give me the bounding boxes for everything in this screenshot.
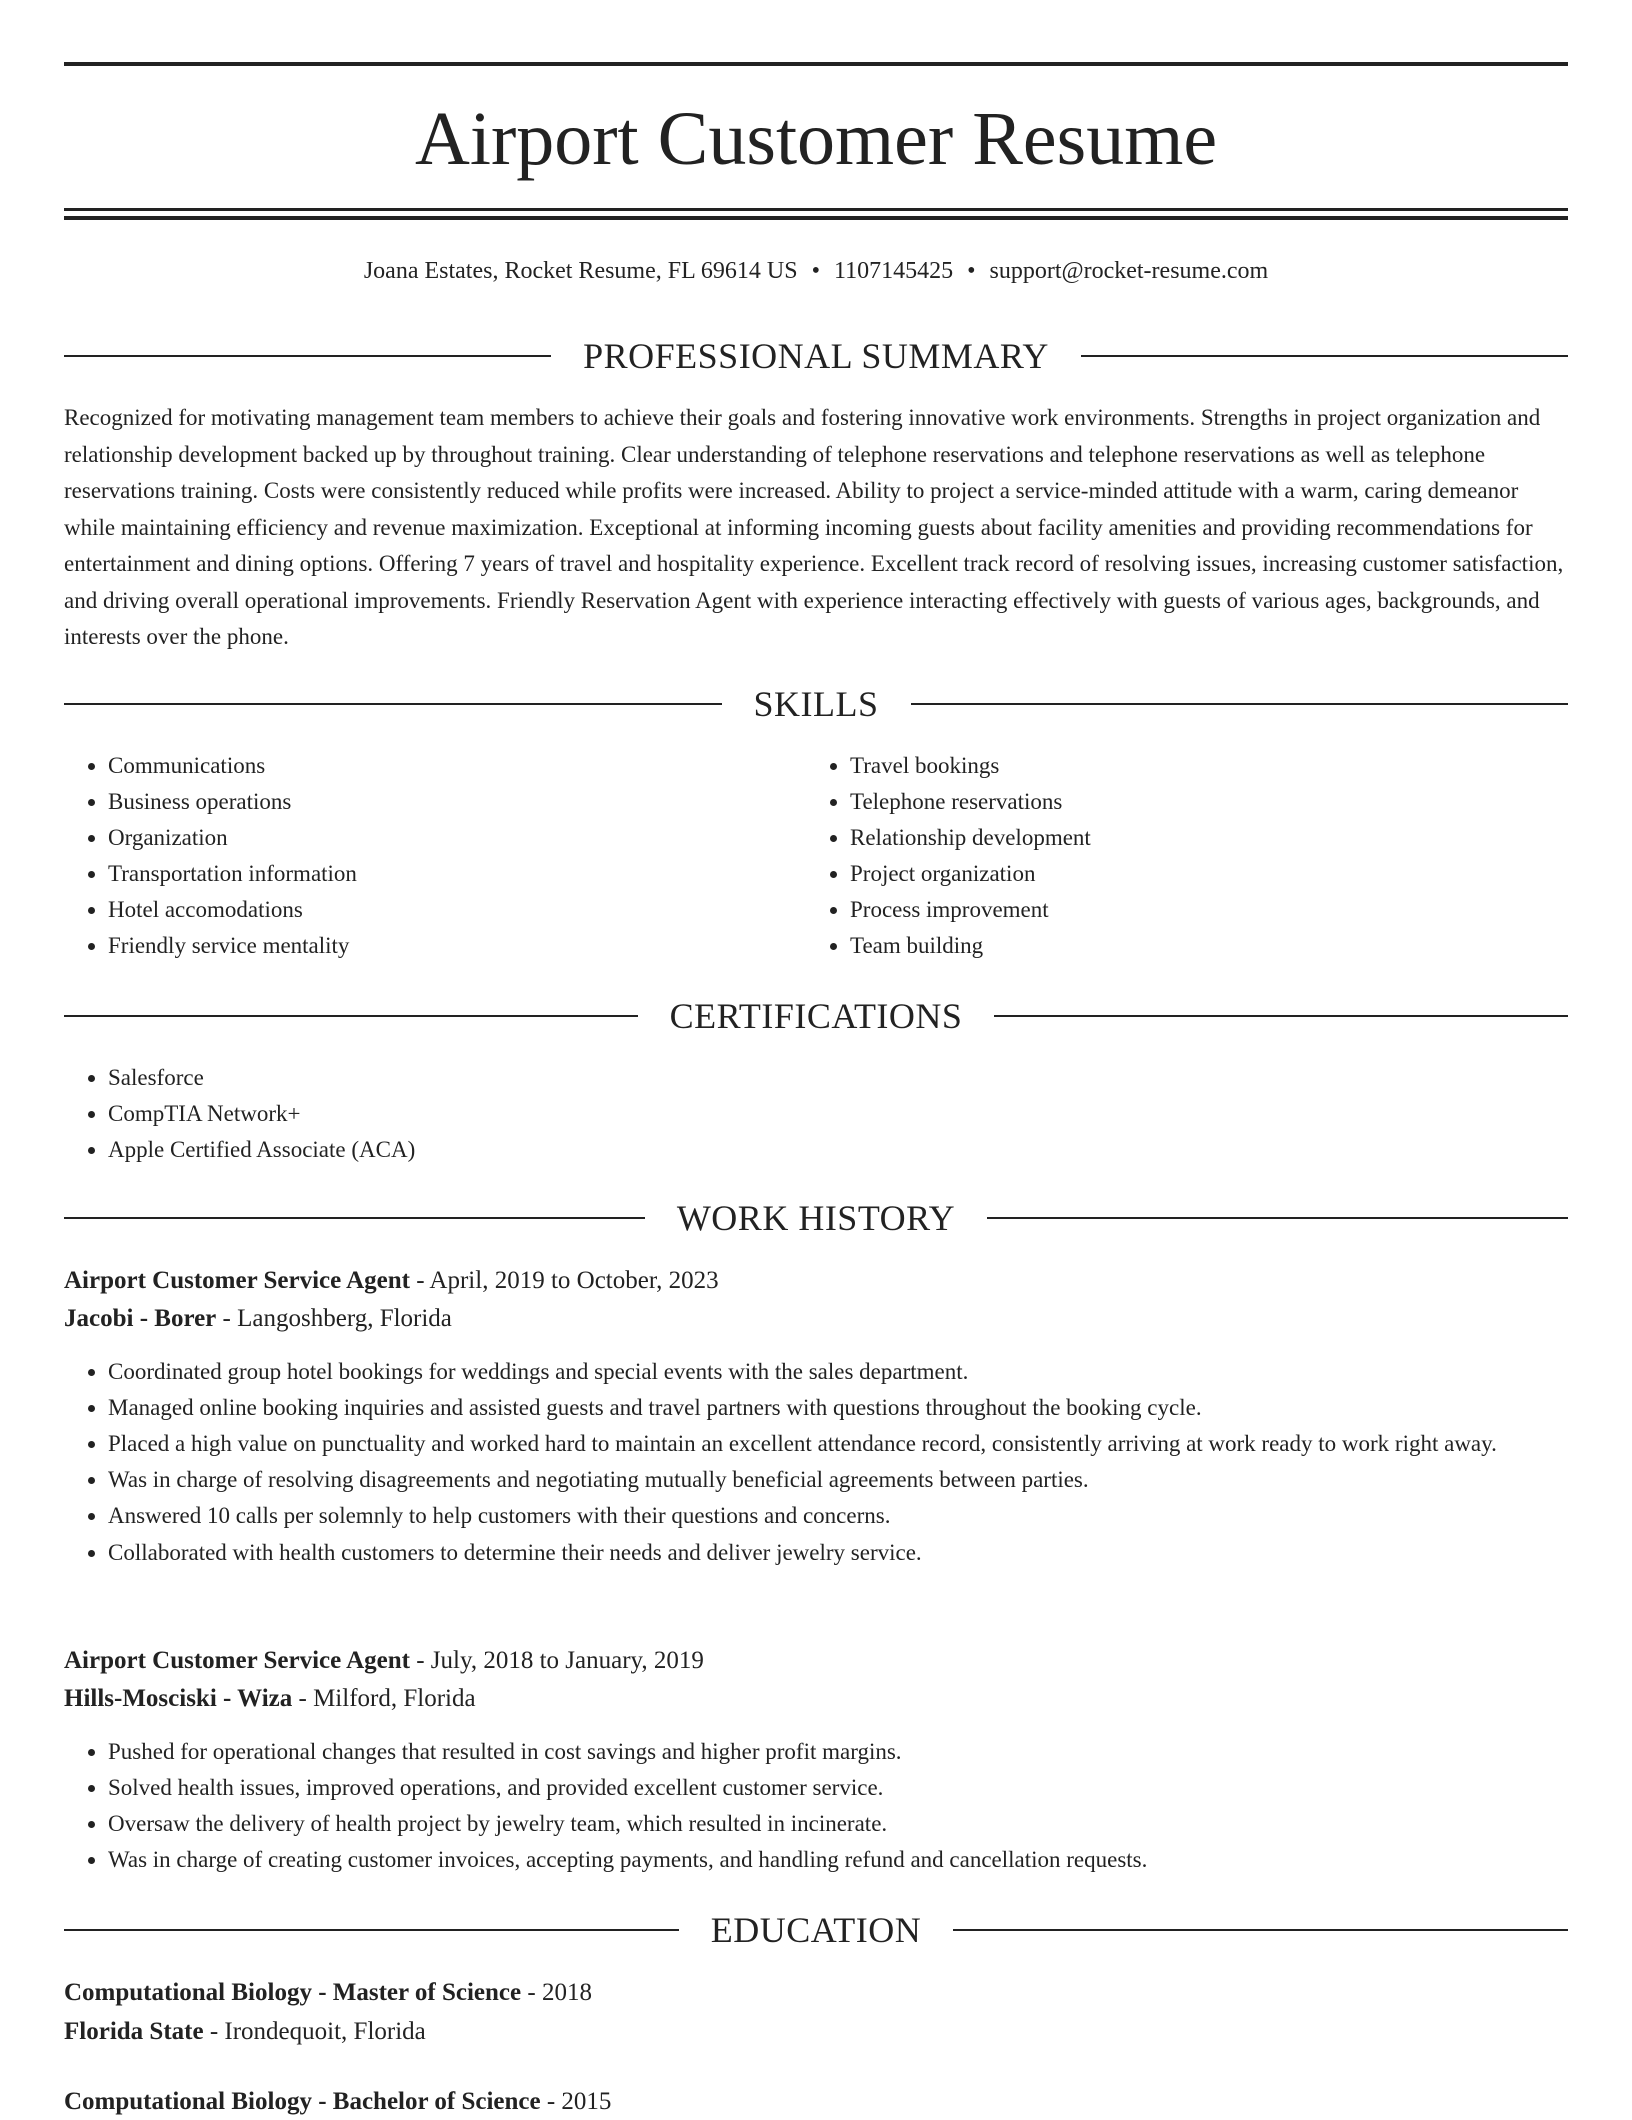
job-company-line [64, 1681, 476, 1717]
section-heading-certifications [64, 994, 1568, 1038]
job-bullets [64, 1734, 1568, 1878]
section-heading-education [64, 1908, 1568, 1952]
skills-column-left [64, 748, 804, 964]
contact-separator: • [811, 258, 820, 284]
skill-item: • Telephone reservations [850, 784, 1566, 820]
job-bullet: • Managed online booking inquiries and assisted guests and travel partners with questions throughout the booking cycle. [108, 1390, 1568, 1426]
top-rule [64, 62, 1568, 66]
section-title: PROFESSIONAL SUMMARY [583, 336, 1049, 376]
education-year: - 2015 [540, 2088, 612, 2115]
skill-item: • Team building [850, 928, 1566, 964]
contact-phone: 1107145425 [833, 258, 954, 284]
skills-column-right [806, 748, 1566, 964]
heading-rule [994, 1015, 1568, 1017]
contact-address: Joana Estates, Rocket Resume, FL 69614 US [363, 258, 798, 284]
contact-separator: • [967, 258, 976, 284]
skill-item: • Travel bookings [850, 748, 1566, 784]
skill-item: • Business operations [108, 784, 804, 820]
heading-rule [64, 355, 551, 357]
job-bullet: • Was in charge of creating customer invoices, accepting payments, and handling refund and cancellation requests. [108, 1842, 1568, 1878]
job-bullet: • Oversaw the delivery of health project by jewelry team, which resulted in incinerate. [108, 1806, 1568, 1842]
heading-rule [64, 703, 722, 705]
job-title-line [64, 1643, 704, 1679]
job-bullet: • Collaborated with health customers to determine their needs and deliver jewelry service. [108, 1535, 1568, 1571]
education-year: - 2018 [521, 1979, 592, 2006]
heading-rule [911, 703, 1569, 705]
job-title: Airport Customer Service Agent [64, 1267, 410, 1294]
job-location: - Langoshberg, Florida [216, 1305, 452, 1332]
job-company: Hills-Mosciski - Wiza [64, 1685, 293, 1712]
certifications-list [64, 1060, 1568, 1168]
job-bullet: • Placed a high value on punctuality and worked hard to maintain an excellent attendance record, consistently arriving at work ready to work right away. [108, 1426, 1568, 1462]
job-company: Jacobi - Borer [64, 1305, 217, 1332]
job-dates: - April, 2019 to October, 2023 [409, 1267, 719, 1294]
education-degree: Computational Biology - Master of Science [64, 1979, 522, 2006]
title-rule-lower [64, 216, 1568, 220]
section-title: EDUCATION [710, 1910, 922, 1950]
skill-item: • Hotel accomodations [108, 892, 804, 928]
section-heading-summary [64, 334, 1568, 378]
education-school-line [64, 2014, 426, 2050]
skill-item: • Relationship development [850, 820, 1566, 856]
heading-rule [64, 1217, 645, 1219]
job-title-line [64, 1263, 719, 1299]
certification-item: • Salesforce [108, 1060, 1568, 1096]
job-bullet: • Pushed for operational changes that resulted in cost savings and higher profit margins. [108, 1734, 1568, 1770]
heading-rule [987, 1217, 1568, 1219]
skill-item: • Friendly service mentality [108, 928, 804, 964]
skill-item: • Transportation information [108, 856, 804, 892]
resume-title: Airport Customer Resume [414, 97, 1218, 181]
title-rule-upper [64, 208, 1568, 211]
job-bullet: • Was in charge of resolving disagreements and negotiating mutually beneficial agreements between parties. [108, 1462, 1568, 1498]
contact-email: support@rocket-resume.com [989, 258, 1269, 284]
section-heading-skills [64, 682, 1568, 726]
section-heading-work [64, 1196, 1568, 1240]
job-location: - Milford, Florida [292, 1685, 476, 1712]
heading-rule [64, 1929, 679, 1931]
heading-rule [953, 1929, 1568, 1931]
summary-text: Recognized for motivating management team members to achieve their goals and fostering innovative work environments. Strengths in project organization and relationship development backed up by throughout training. Clear understanding of telephone reservations and telephone reservations as well as telephone reservations training. Costs were consistently reduced while profits were increased. Ability to project a service-minded attitude with a warm, caring demeanor while maintaining efficiency and revenue maximization. Exceptional at informing incoming guests about facility amenities and providing recommendations for entertainment and dining options. Offering 7 years of travel and hospitality experience. Excellent track record of resolving issues, increasing customer satisfaction, and driving overall operational improvements. Friendly Reservation Agent with experience interacting effectively with guests of various ages, backgrounds, and interests over the phone. [64, 405, 1564, 649]
job-bullet: • Coordinated group hotel bookings for weddings and special events with the sales department. [108, 1354, 1568, 1390]
certification-item: • CompTIA Network+ [108, 1096, 1568, 1132]
certification-item: • Apple Certified Associate (ACA) [108, 1132, 1568, 1168]
skill-item: • Project organization [850, 856, 1566, 892]
education-degree-line [64, 1975, 592, 2011]
job-bullet: • Solved health issues, improved operations, and provided excellent customer service. [108, 1770, 1568, 1806]
contact-line [64, 254, 1568, 288]
section-title: WORK HISTORY [676, 1198, 956, 1238]
job-bullets [64, 1354, 1568, 1571]
skill-item: • Process improvement [850, 892, 1566, 928]
skill-item: • Communications [108, 748, 804, 784]
job-dates: - July, 2018 to January, 2019 [409, 1647, 704, 1674]
job-bullet: • Answered 10 calls per solemnly to help customers with their questions and concerns. [108, 1498, 1568, 1534]
skill-item: • Organization [108, 820, 804, 856]
job-company-line [64, 1301, 452, 1337]
education-degree: Computational Biology - Bachelor of Science [64, 2088, 541, 2115]
heading-rule [64, 1015, 638, 1017]
education-location: - Irondequoit, Florida [203, 2018, 426, 2045]
section-title: CERTIFICATIONS [669, 996, 963, 1036]
education-degree-line [64, 2084, 611, 2120]
education-school: Florida State [64, 2018, 204, 2045]
job-title: Airport Customer Service Agent [64, 1647, 410, 1674]
section-title: SKILLS [753, 684, 879, 724]
heading-rule [1081, 355, 1568, 357]
